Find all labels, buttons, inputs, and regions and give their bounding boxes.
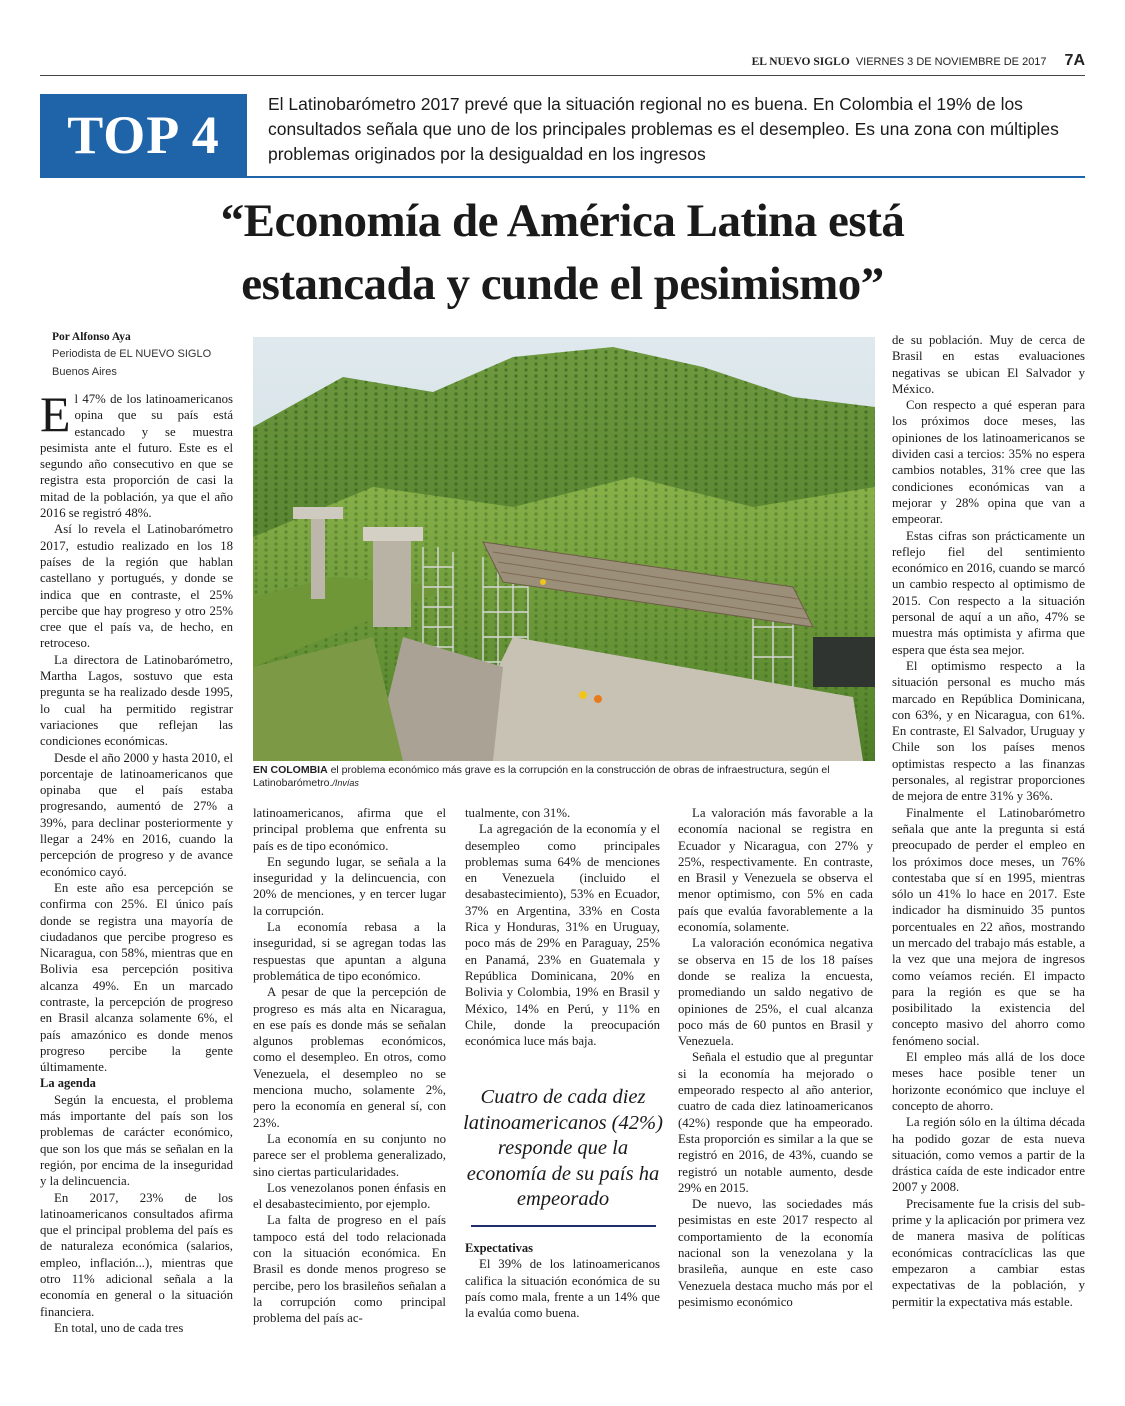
header-rule (40, 75, 1085, 76)
caption-text: el problema económico más grave es la corrupción en la construcción de obras de infraestructura, según el Latinobarómetro. (253, 764, 830, 789)
paragraph: El 39% de los latinoamericanos califica la situación económica de su país como mala, frente a un 14% que la evalúa como buena. (465, 1257, 660, 1321)
paragraph: El 47% de los latinoamericanos opina que su país está estancado y se muestra pesimista ante el futuro. Este es el segundo año consecutivo en que se registra esta proporción de casi la mitad de la población, ya que el año 2016 se registró 48%. (40, 386, 233, 521)
photo-credit: /Invías (332, 778, 359, 788)
subheading: Expectativas (465, 1241, 534, 1255)
paragraph: Los venezolanos ponen énfasis en el desabastecimiento, por ejemplo. (253, 1180, 446, 1212)
paragraph: latinoamericanos, afirma que el principal problema que enfrenta su país es de tipo económico. (253, 806, 446, 853)
paragraph: En total, uno de cada tres (54, 1320, 184, 1335)
headline-line-1: “Economía de América Latina está (220, 195, 905, 247)
paragraph: de su población. Muy de cerca de Brasil en estas evaluaciones negativas se ubican El Salvador y México. (892, 333, 1085, 396)
pull-quote-rule (471, 1225, 656, 1227)
paragraph: Señala el estudio que al preguntar si la economía ha mejorado o empeorado respecto al año anterior, cuatro de cada diez latinoamericanos (42%) responde que ha empeorado. Esta proporción es similar a la que se registró en 2016, de 43%, cuando se registró un notable aumento, desde 29% en 2015. (678, 1050, 873, 1195)
column-1 (40, 386, 233, 1336)
paragraph: A pesar de que la percepción de progreso es más alta en Nicaragua, en ese país es donde más se señalan algunos problemas económicos, como el desempleo. En otros, como Venezuela, el desempleo no se menciona mucho, solamente 2%, pero la economía en general sí, con 23%. (253, 985, 446, 1130)
column-3-top (465, 805, 660, 1049)
byline-place: Buenos Aires (52, 366, 117, 378)
paragraph: La valoración económica negativa se observa en 15 de los 18 países donde se realiza la encuesta, promediando un saldo negativo de opiniones de 25%, el cual alcanza poco más de 60 puntos en Brasil y Venezuela. (678, 936, 873, 1049)
paragraph: Desde el año 2000 y hasta 2010, el porcentaje de latinoamericanos que opinaba que el país estaba progresando, aumentó de 27% a 39%, para declinar posteriormente y llegar a 24% en 2016, cuando la percepción de progreso y de avance económico cayó. (40, 750, 233, 879)
paragraph: Según la encuesta, el problema más importante del país son los problemas de carácter económico, que son los que más se señalan en la región, por encima de la inseguridad y la delincuencia. (40, 1092, 233, 1189)
paragraph: Así lo revela el Latinobarómetro 2017, estudio realizado en los 18 países de la región que hablan castellano y portugués, y donde se indica que en contraste, el 25% percibe que hay progreso y otro 25% cree que el país va, de hecho, en retroceso. (40, 522, 233, 651)
paragraph: De nuevo, las sociedades más pesimistas en este 2017 respecto al comportamiento de la economía nacional son la venezolana y la brasileña, aunque en este caso Venezuela destaca mucho más por el pesimismo económico (678, 1197, 873, 1309)
column-3-bottom (465, 1240, 660, 1321)
paragraph: La valoración más favorable a la economía nacional se registra en Ecuador y Nicaragua, con 27% y 25%, respectivamente. En contraste, en Brasil y Venezuela se observa el menor optimismo, con 5% en cada país que evalúa favorablemente a la economía, solamente. (678, 806, 873, 935)
paragraph: Finalmente el Latinobarómetro señala que ante la pregunta si está preocupado de perder el empleo en los próximos doce meses, un 76% contestaba que sí en 1995, mientras sólo un 41% lo hace en 2017. Este indicador ha disminuido 35 puntos porcentuales en 22 años, mostrando un mercado del trabajo más estable, a la vez que una mejora de ingresos como veíamos recién. El impacto para la región es que se ha posibilitado la existencia del concepto masivo del ahorro como fenómeno social. (892, 805, 1085, 1048)
caption-lead: EN COLOMBIA (253, 764, 328, 776)
paragraph: En 2017, 23% de los latinoamericanos consultados afirma que el principal problema del país es de naturaleza económica (salarios, empleo, inflación...), mientras que otro 11% adicional señala a la economía en general o la situación financiera. (40, 1190, 233, 1319)
headline-line-2: estancada y cunde el pesimismo” (241, 258, 884, 310)
newspaper-name: EL NUEVO SIGLO (751, 56, 850, 68)
paragraph: En segundo lugar, se señala a la inseguridad y la delincuencia, con 20% de menciones, y en tercer lugar la corrupción. (253, 854, 446, 918)
article-deck: El Latinobarómetro 2017 prevé que la situación regional no es buena. En Colombia el 19% de los consultados señala que uno de los principales problemas es el desempleo. Es una zona con múltiples problemas originados por la desigualdad en los ingresos (268, 94, 1059, 164)
paragraph: La agregación de la economía y el desempleo como principales problemas suma 64% de menciones en Venezuela (incluido el desabastecimiento), 53% en Ecuador, 37% en Argentina, 33% en Costa Rica y Honduras, 31% en Uruguay, poco más de 29% en Paraguay, 25% en Panamá, 23% en Guatemala y República Dominicana, 20% en Bolivia y Colombia, 19% en Brasil y México, 14% en Perú, y 11% en Chile, donde la preocupación económica luce más baja. (465, 822, 660, 1049)
paragraph: Estas cifras son prácticamente un reflejo fiel del sentimiento económico en 2016, cuando se marcó un cambio respecto al optimismo de 2015. Con respecto a la situación personal de aquí a un año, 47% se muestra más optimista y afirma que espera que ésta sea mejor. (892, 528, 1085, 657)
page-number: 7A (1064, 52, 1085, 69)
issue-date: VIERNES 3 DE NOVIEMBRE DE 2017 (855, 56, 1047, 68)
paragraph: En este año esa percepción se confirma con 25%. El único país donde se registra una mayoría de ciudadanos que percibe progreso es Nicaragua, con 58%, mientras que en Bolivia esa percepción positiva alcanza 49%. En un marcado contraste, la percepción de progreso en Brasil alcanza solamente 6%, el país amazónico es donde menos progreso percibe la gente últimamente. (40, 880, 233, 1075)
paragraph: La falta de progreso en el país tampoco está del todo relacionada con la situación económica. En Brasil es donde menos progreso se percibe, pero los brasileños señalan a la corrupción como principal problema del país ac- (253, 1213, 446, 1326)
drop-cap: E (40, 386, 71, 442)
column-5 (892, 332, 1085, 1310)
deck-rule (40, 176, 1085, 178)
paragraph: La economía rebasa a la inseguridad, si se agregan todas las respuestas que apuntan a alguna problemática de tipo económico. (253, 920, 446, 983)
paragraph: Precisamente fue la crisis del sub-prime y la aplicación por primera vez de manera masiva de políticas económicas contracíclicas las que empezaron a cambiar estas expectativas de la población, y permitir la expectativa más estable. (892, 1196, 1085, 1309)
paragraph: Con respecto a qué esperan para los próximos doce meses, las opiniones de los latinoamericanos se dividen casi a tercios: 35% no espera cambios notables, 31% cree que las condiciones económicas van a mejorar y 28% opina que van a empeorar. (892, 398, 1085, 527)
construction-photo (253, 337, 875, 761)
subheading: La agenda (40, 1076, 96, 1091)
section-badge: TOP 4 (40, 94, 247, 176)
paragraph: El empleo más allá de los doce meses hace posible tener un horizonte económico que incluye el concepto de ahorro. (892, 1050, 1085, 1113)
byline-author: Por Alfonso Aya (52, 331, 131, 343)
paragraph: La región sólo en la última década ha podido gozar de esta nueva situación, como vemos a partir de la drástica caída de este indicador entre 2007 y 2008. (892, 1115, 1085, 1195)
paragraph: La directora de Latinobarómetro, Martha Lagos, sostuvo que esta pregunta se ha realizado desde 1995, lo cual ha permitido registrar variaciones que reflejan las condiciones económicas. (40, 652, 233, 749)
column-2 (253, 805, 446, 1327)
pull-quote: Cuatro de cada diez latinoamericanos (42%) responde que la economía de su país ha empeorado (463, 1086, 663, 1210)
byline-role: Periodista de EL NUEVO SIGLO (52, 348, 212, 360)
photo-caption (253, 764, 875, 790)
column-4 (678, 805, 873, 1310)
paragraph: La economía en su conjunto no parece ser el problema generalizado, sino ciertas particularidades. (253, 1131, 446, 1179)
paragraph: El optimismo respecto a la situación personal es mucho más marcado en República Dominicana, con 63%, y en Nicaragua, con 61%. En contraste, El Salvador, Uruguay y Chile son los países menos optimistas respecto a las finanzas personales, al registrar proporciones de mejora de entre 31% y 36%. (892, 658, 1085, 804)
headline (40, 190, 1085, 316)
paragraph: tualmente, con 31%. (465, 806, 571, 820)
page-folio (752, 52, 1085, 70)
